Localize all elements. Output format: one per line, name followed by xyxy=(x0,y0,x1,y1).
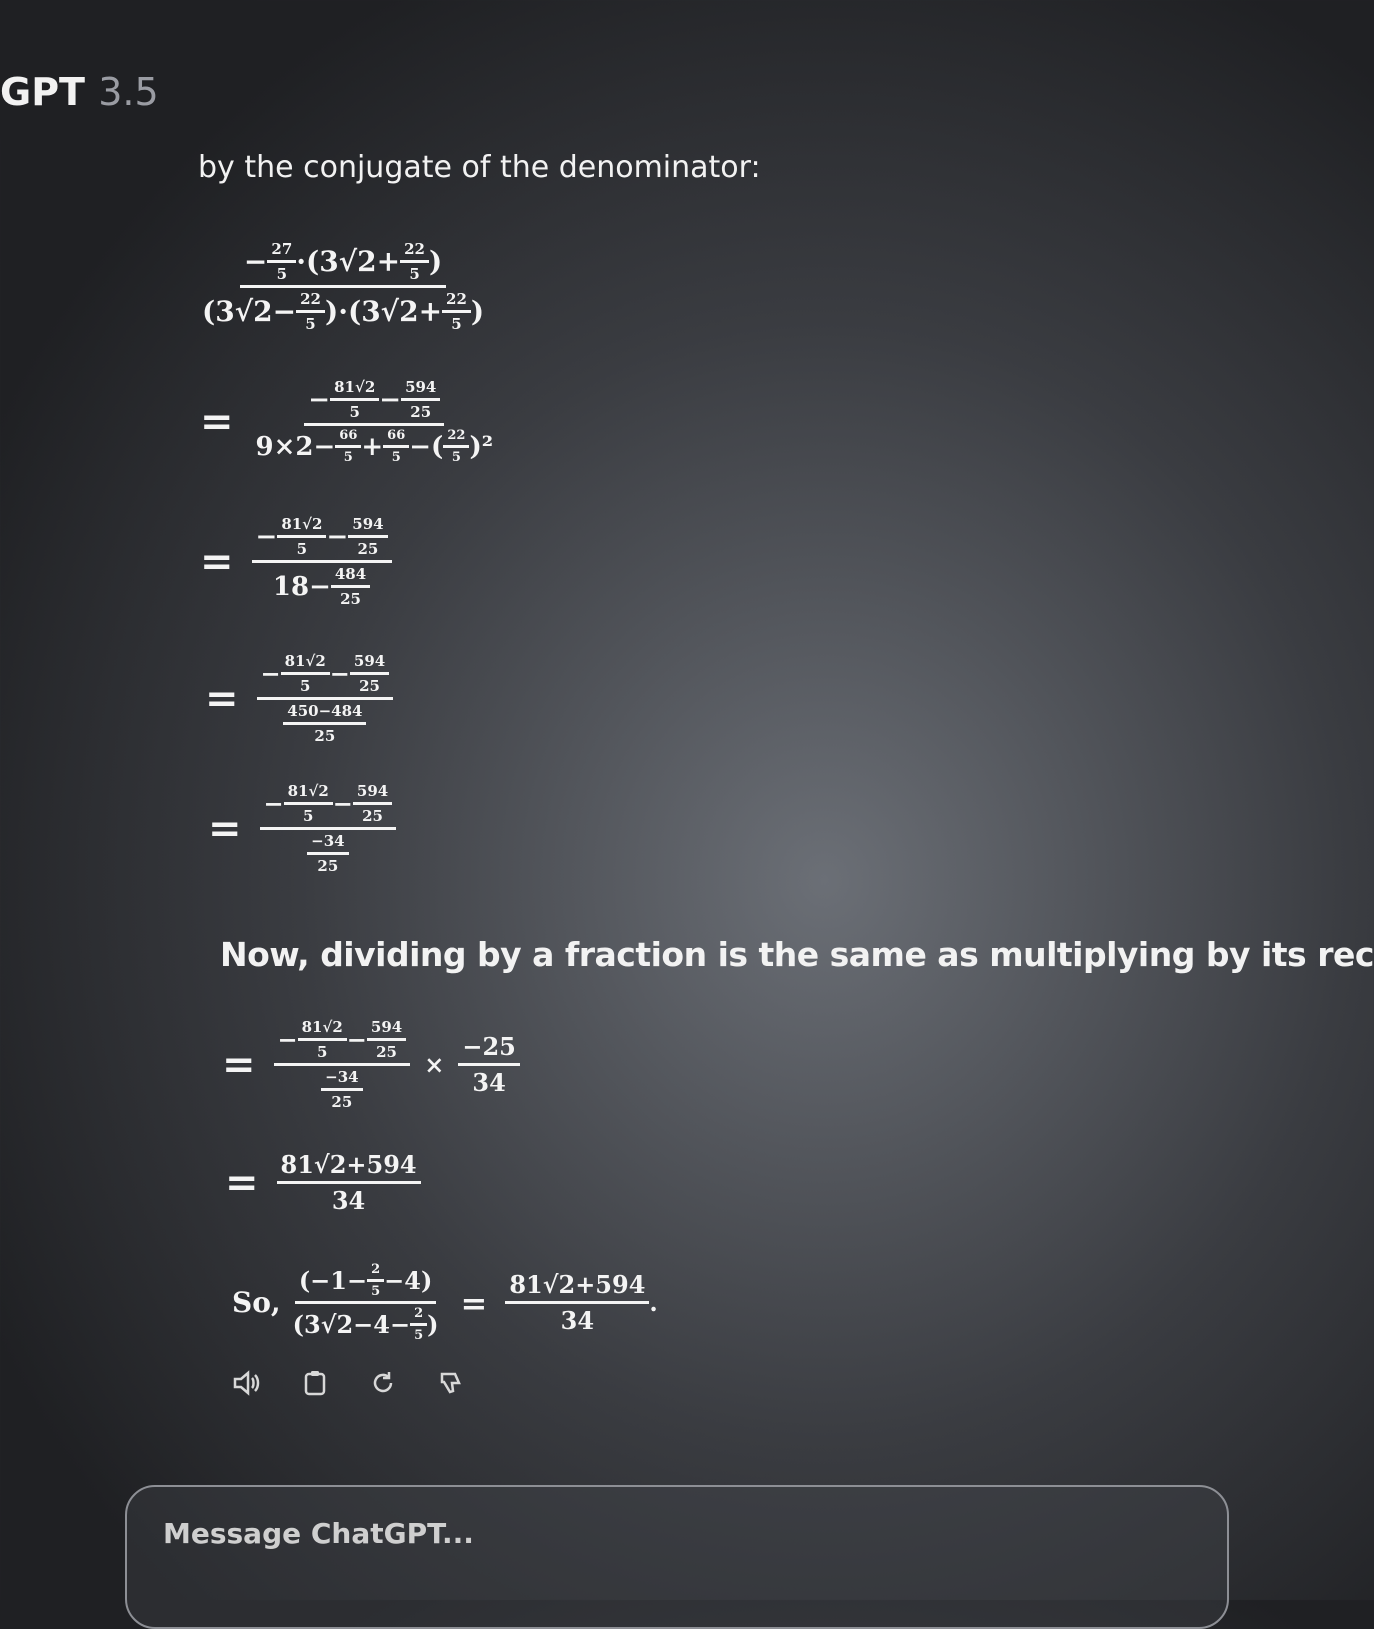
message-placeholder: Message ChatGPT... xyxy=(163,1517,474,1550)
text: )² xyxy=(469,431,494,462)
frac-den: 5 xyxy=(391,450,401,465)
frac-den: 5 xyxy=(414,1328,424,1343)
clipboard-icon[interactable] xyxy=(300,1368,330,1398)
frac-den: 5 xyxy=(316,1043,328,1061)
text: 9×2− xyxy=(255,431,336,462)
text: . xyxy=(649,1288,658,1317)
frac-num: 484 xyxy=(331,565,370,588)
model-header[interactable] xyxy=(0,70,159,114)
frac-den: 5 xyxy=(371,1284,381,1299)
frac-num: 22 xyxy=(443,428,469,448)
equation-step-2 xyxy=(200,378,497,465)
equals-sign: = xyxy=(460,1283,488,1322)
text: − xyxy=(346,1025,367,1054)
frac-num: 450−484 xyxy=(283,702,366,725)
explanation-text: Now, dividing by a fraction is the same as multiplying by its rec xyxy=(220,935,1374,974)
frac-num: 81√2 xyxy=(298,1018,347,1041)
frac-num: −34 xyxy=(321,1068,362,1091)
frac-den: 5 xyxy=(349,403,360,421)
frac-num: 81√2 xyxy=(281,652,330,675)
frac-den: 5 xyxy=(276,265,288,283)
frac-den: 5 xyxy=(451,450,461,465)
frac-num: 22 xyxy=(442,290,471,313)
text: − xyxy=(277,1025,298,1054)
frac-den: 5 xyxy=(302,807,314,825)
equation-step-4 xyxy=(205,652,393,745)
equation-step-5 xyxy=(208,782,396,875)
frac-den: 25 xyxy=(359,677,380,695)
equation-step-7 xyxy=(225,1150,421,1215)
model-name: GPT xyxy=(0,70,85,114)
equals-sign: = xyxy=(205,675,239,722)
equals-sign: = xyxy=(200,398,234,445)
times-sign: × xyxy=(424,1050,445,1079)
frac-num: 81√2 xyxy=(330,378,379,401)
text: − xyxy=(243,245,268,278)
frac-num: 66 xyxy=(335,428,361,448)
frac-num: 81√2+594 xyxy=(505,1270,649,1304)
frac-num: −34 xyxy=(307,832,348,855)
frac-num: 594 xyxy=(348,515,387,538)
frac-den: 5 xyxy=(409,265,420,283)
text: + xyxy=(361,431,384,462)
frac-num: 2 xyxy=(367,1262,384,1282)
frac-den: 5 xyxy=(451,315,462,333)
message-input[interactable] xyxy=(125,1485,1229,1629)
frac-den: 5 xyxy=(296,540,308,558)
equals-sign: = xyxy=(225,1159,259,1206)
frac-den: 25 xyxy=(314,727,336,745)
frac-den: 34 xyxy=(560,1306,595,1335)
frac-den: 25 xyxy=(362,807,383,825)
frac-num: 22 xyxy=(400,240,429,263)
text: (−1− xyxy=(298,1266,368,1295)
frac-den: 25 xyxy=(331,1093,353,1111)
frac-num: 594 xyxy=(350,652,389,675)
text: (3√2−4− xyxy=(292,1310,411,1339)
frac-den: 34 xyxy=(472,1068,506,1097)
text: −( xyxy=(409,431,444,462)
frac-den: 5 xyxy=(343,450,353,465)
frac-den: 5 xyxy=(305,315,316,333)
frac-num: 22 xyxy=(296,290,325,313)
equals-sign: = xyxy=(222,1041,256,1088)
text: )·(3√2+ xyxy=(324,295,443,328)
frac-num: 27 xyxy=(267,240,296,263)
equation-step-3 xyxy=(200,515,392,608)
frac-num: −25 xyxy=(458,1032,520,1066)
intro-text: by the conjugate of the denominator: xyxy=(198,150,761,185)
frac-den: 25 xyxy=(357,540,379,558)
text: So, xyxy=(232,1286,281,1319)
frac-den: 25 xyxy=(410,403,432,421)
frac-num: 81√2 xyxy=(277,515,326,538)
text: − xyxy=(379,384,402,415)
text: − xyxy=(263,789,284,818)
equation-step-1 xyxy=(198,240,488,333)
text: − xyxy=(255,521,278,552)
model-version: 3.5 xyxy=(98,70,159,114)
text: − xyxy=(332,789,353,818)
speaker-icon[interactable] xyxy=(232,1368,262,1398)
text: ) xyxy=(470,295,485,328)
thumbs-down-icon[interactable] xyxy=(436,1368,466,1398)
text: −4) xyxy=(384,1266,433,1295)
refresh-icon[interactable] xyxy=(368,1368,398,1398)
equals-sign: = xyxy=(208,805,242,852)
frac-num: 594 xyxy=(367,1018,406,1041)
frac-num: 81√2+594 xyxy=(277,1150,421,1184)
frac-num: 594 xyxy=(401,378,440,401)
text: ) xyxy=(427,1310,439,1339)
final-equation xyxy=(232,1262,658,1343)
text: − xyxy=(326,521,349,552)
equation-step-6 xyxy=(222,1018,520,1111)
text: 18− xyxy=(272,571,331,602)
frac-num: 81√2 xyxy=(284,782,333,805)
frac-den: 5 xyxy=(299,677,311,695)
frac-num: 2 xyxy=(410,1306,427,1326)
frac-den: 25 xyxy=(317,857,339,875)
frac-num: 594 xyxy=(353,782,392,805)
text: ·(3√2+ xyxy=(296,245,401,278)
text: − xyxy=(329,659,350,688)
frac-den: 34 xyxy=(331,1186,366,1215)
text: − xyxy=(260,659,281,688)
text: ) xyxy=(428,245,443,278)
text: − xyxy=(308,384,331,415)
text: (3√2− xyxy=(202,295,297,328)
frac-den: 25 xyxy=(376,1043,397,1061)
message-actions xyxy=(232,1368,466,1398)
frac-num: 66 xyxy=(383,428,409,448)
frac-den: 25 xyxy=(340,590,361,608)
equals-sign: = xyxy=(200,538,234,585)
